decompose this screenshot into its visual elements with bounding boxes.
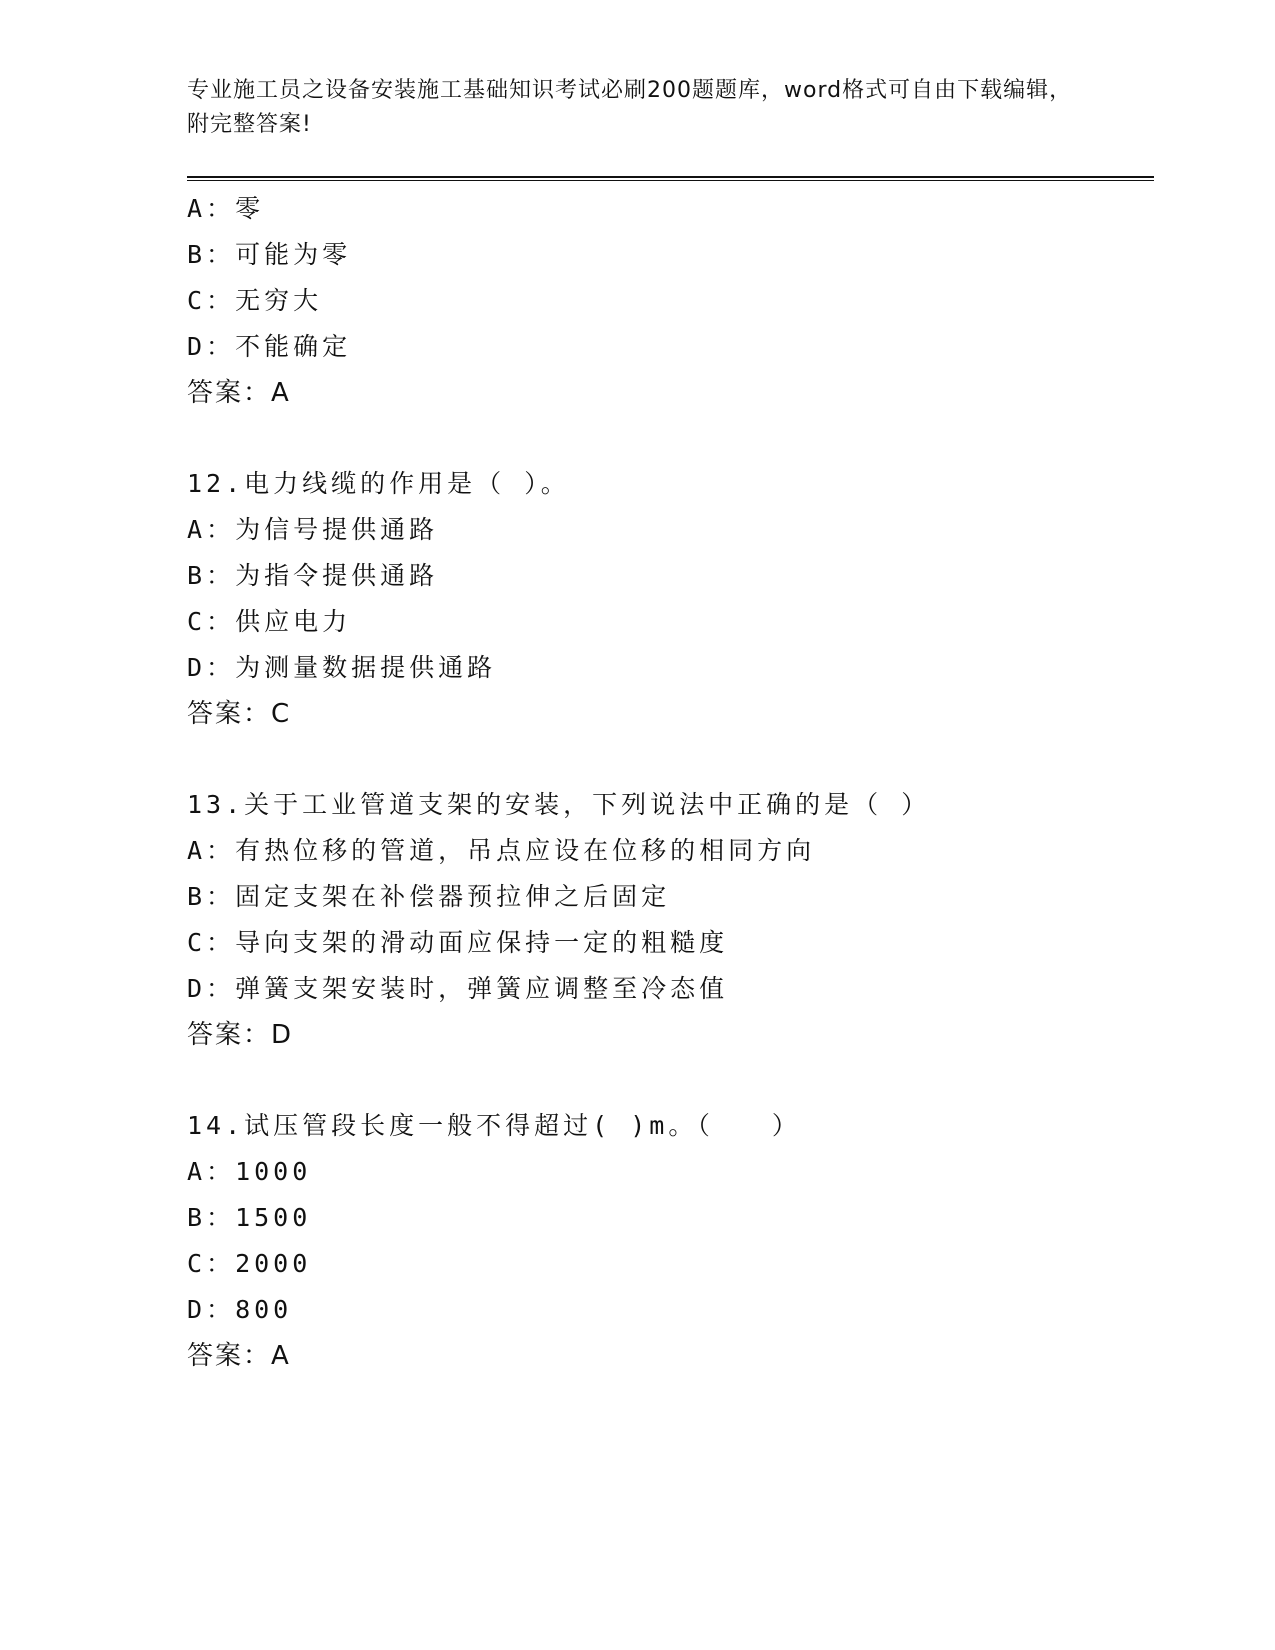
option-text: 800 xyxy=(235,1295,293,1324)
option-text: 有热位移的管道，吊点应设在位移的相同方向 xyxy=(235,836,816,865)
option-label: C： xyxy=(187,286,236,315)
question-item xyxy=(187,461,1147,737)
option-label: D： xyxy=(187,974,236,1003)
option-c xyxy=(187,278,1147,324)
option-label: C： xyxy=(187,928,236,957)
answer-line: 答案：D xyxy=(187,1020,294,1050)
option-text: 为测量数据提供通路 xyxy=(235,653,497,682)
option-a xyxy=(187,1149,1147,1195)
question-item xyxy=(187,186,1147,416)
option-text: 固定支架在补偿器预拉伸之后固定 xyxy=(235,882,671,911)
question-stem: 13.关于工业管道支架的安装，下列说法中正确的是（ ） xyxy=(187,790,931,819)
option-c xyxy=(187,920,1147,966)
question-stem: 14.试压管段长度一般不得超过( )m。（ ） xyxy=(187,1111,801,1140)
option-text: 零 xyxy=(235,194,265,223)
option-d xyxy=(187,324,1147,370)
option-label: B： xyxy=(187,240,236,269)
option-a xyxy=(187,507,1147,553)
option-b xyxy=(187,874,1147,920)
option-a xyxy=(187,186,1147,232)
option-text: 弹簧支架安装时，弹簧应调整至冷态值 xyxy=(235,974,729,1003)
answer-line: 答案：A xyxy=(187,378,291,408)
question-item xyxy=(187,1103,1147,1379)
option-a xyxy=(187,828,1147,874)
option-label: C： xyxy=(187,1249,236,1278)
option-text: 为信号提供通路 xyxy=(235,515,439,544)
question-list xyxy=(187,186,1147,1379)
option-label: D： xyxy=(187,653,236,682)
spacer xyxy=(187,737,1147,782)
spacer xyxy=(187,416,1147,461)
option-d xyxy=(187,645,1147,691)
document-header: 专业施工员之设备安装施工基础知识考试必刷200题题库，word格式可自由下载编辑，附完整答案! xyxy=(187,78,1073,137)
option-c xyxy=(187,599,1147,645)
question-item xyxy=(187,782,1147,1058)
option-b xyxy=(187,232,1147,278)
option-b xyxy=(187,1195,1147,1241)
option-label: C： xyxy=(187,607,236,636)
spacer xyxy=(187,1058,1147,1103)
option-text: 无穷大 xyxy=(235,286,323,315)
option-label: B： xyxy=(187,561,236,590)
option-label: B： xyxy=(187,882,236,911)
option-c xyxy=(187,1241,1147,1287)
option-d xyxy=(187,1287,1147,1333)
option-label: A： xyxy=(187,194,236,223)
option-b xyxy=(187,553,1147,599)
option-text: 导向支架的滑动面应保持一定的粗糙度 xyxy=(235,928,729,957)
option-label: D： xyxy=(187,1295,236,1324)
option-text: 供应电力 xyxy=(235,607,352,636)
option-label: A： xyxy=(187,515,236,544)
answer-line: 答案：A xyxy=(187,1341,291,1371)
option-d xyxy=(187,966,1147,1012)
header-divider xyxy=(187,176,1154,181)
option-text: 不能确定 xyxy=(235,332,352,361)
option-text: 可能为零 xyxy=(235,240,352,269)
option-text: 1000 xyxy=(235,1157,312,1186)
option-label: B： xyxy=(187,1203,236,1232)
option-text: 2000 xyxy=(235,1249,312,1278)
question-stem: 12.电力线缆的作用是（ ）。 xyxy=(187,469,570,498)
option-label: A： xyxy=(187,1157,236,1186)
option-text: 1500 xyxy=(235,1203,312,1232)
answer-line: 答案：C xyxy=(187,699,292,729)
option-label: D： xyxy=(187,332,236,361)
option-label: A： xyxy=(187,836,236,865)
option-text: 为指令提供通路 xyxy=(235,561,439,590)
